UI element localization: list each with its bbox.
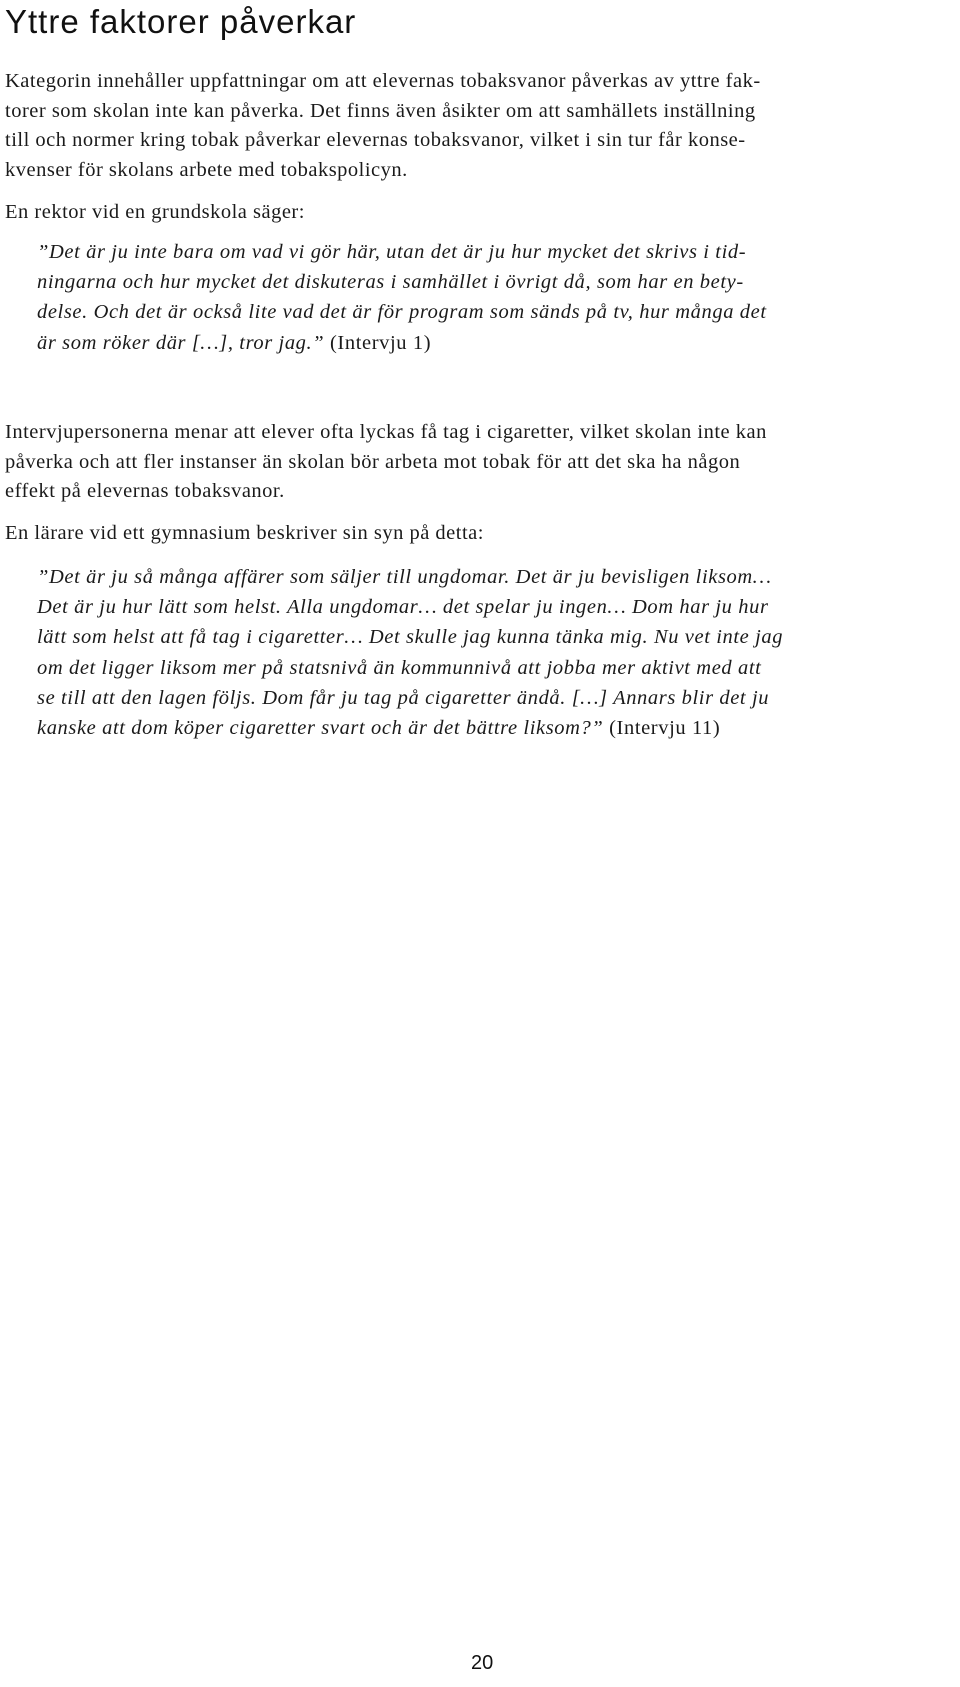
speaker-1-text: En rektor vid en grundskola säger: — [5, 201, 305, 223]
intro-line: torer som skolan inte kan påverka. Det finns även åsikter om att samhällets inställning — [5, 99, 756, 122]
paragraph-2 — [5, 418, 940, 507]
quote-2-last-line — [37, 713, 942, 743]
quote-2-line: se till att den lagen följs. Dom får ju tag på cigaretter ändå. […] Annars blir det ju — [37, 686, 770, 709]
quote-2-line: lätt som helst att få tag i cigaretter… Det skulle jag kunna tänka mig. Nu vet inte jag — [37, 626, 784, 649]
section-heading: Yttre faktorer påverkar — [5, 3, 357, 40]
intro-paragraph — [5, 67, 940, 185]
paragraph-2-line: påverka och att fler instanser än skolan bör arbeta mot tobak för att det ska ha någon — [5, 450, 741, 473]
intro-line: till och normer kring tobak påverkar elevernas tobaksvanor, vilket i sin tur får konse- — [5, 129, 746, 151]
speaker-2-intro — [5, 519, 940, 549]
paragraph-2-line: effekt på elevernas tobaksvanor. — [5, 480, 285, 502]
quote-1-line: delse. Och det är också lite vad det är för program som sänds på tv, hur många det — [37, 301, 767, 324]
quote-1-block — [37, 237, 942, 358]
quote-1-reference: (Intervju 1) — [330, 331, 432, 354]
quote-1-line: ningarna och hur mycket det diskuteras i samhället i övrigt då, som har en bety- — [37, 271, 744, 294]
quote-2-line: ”Det är ju så många affärer som säljer till ungdomar. Det är ju bevisligen liksom… — [37, 566, 772, 588]
speaker-1-intro — [5, 198, 940, 228]
quote-1-line: ”Det är ju inte bara om vad vi gör här, utan det är ju hur mycket det skrivs i tid- — [37, 241, 747, 263]
quote-2-block — [37, 562, 942, 743]
quote-2-line: kanske att dom köper cigaretter svart och är det bättre liksom?” — [37, 717, 604, 740]
quote-2-line: om det ligger liksom mer på statsnivå än kommunnivå att jobba mer aktivt med att — [37, 656, 762, 679]
paragraph-2-line: Intervjupersonerna menar att elever ofta lyckas få tag i cigaretter, vilket skolan inte kan — [5, 421, 767, 443]
quote-1-last-line — [37, 328, 942, 358]
speaker-2-text: En lärare vid ett gymnasium beskriver sin syn på detta: — [5, 522, 484, 544]
quote-1-line: är som röker där […], tror jag.” — [37, 331, 325, 354]
quote-2-reference: (Intervju 11) — [609, 717, 721, 740]
intro-line: Kategorin innehåller uppfattningar om att elevernas tobaksvanor påverkas av yttre fak- — [5, 70, 761, 92]
page-number: 20 — [471, 1652, 494, 1674]
quote-2-line: Det är ju hur lätt som helst. Alla ungdomar… det spelar ju ingen… Dom har ju hur — [37, 596, 769, 619]
intro-line: kvenser för skolans arbete med tobakspolicyn. — [5, 158, 408, 181]
